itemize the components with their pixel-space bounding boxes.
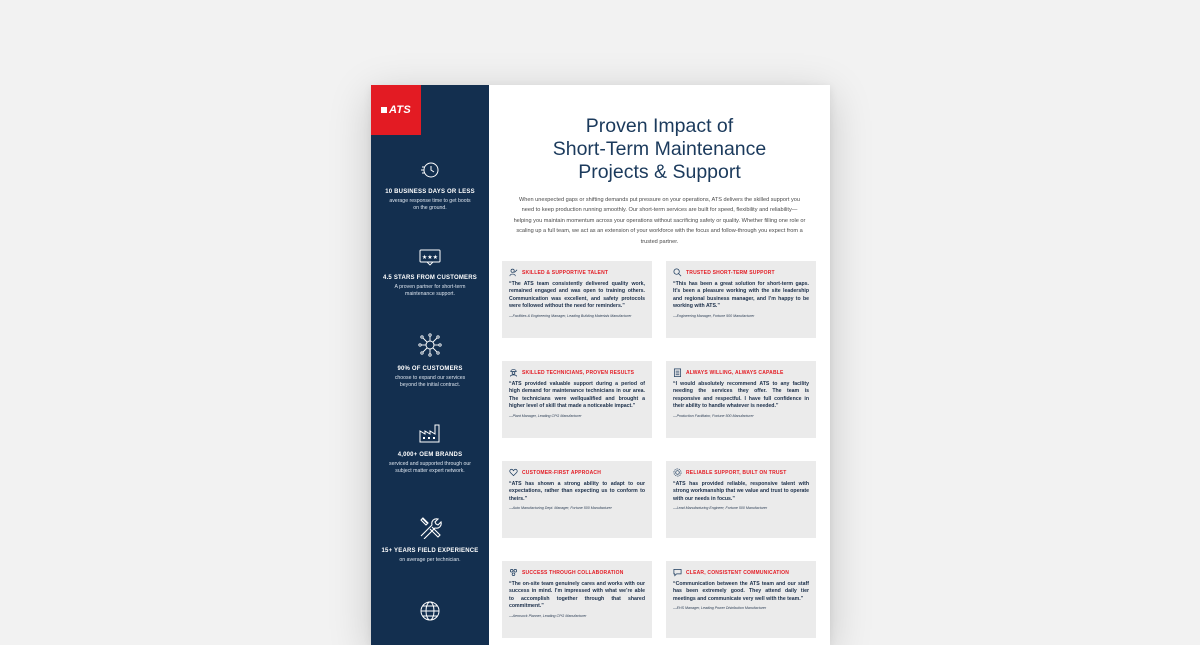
stat-customers [371, 333, 489, 388]
logo-text: ATS [388, 104, 412, 116]
fast-clock-icon [420, 160, 440, 180]
testimonial-card [502, 461, 652, 538]
stat-response-time [371, 160, 489, 211]
card-quote: “Communication between the ATS team and our staff has been extremely good. They attend daily tier meetings and communicate very well with the team.” [673, 581, 809, 602]
logo-mark-icon [381, 107, 387, 113]
network-expand-icon [418, 333, 442, 357]
card-attribution: —Facilities & Engineering Manager, Leading Building Materials Manufacturer [509, 313, 632, 318]
title-line: Projects & Support [578, 161, 741, 183]
stat-title: 10 BUSINESS DAYS OR LESS [385, 189, 475, 195]
title-line: Proven Impact of [585, 115, 734, 137]
testimonial-card [666, 461, 816, 538]
card-title: SUCCESS THROUGH COLLABORATION [522, 569, 624, 576]
sidebar [371, 85, 489, 645]
collaboration-icon [509, 568, 518, 577]
svg-text:★★★: ★★★ [421, 254, 439, 261]
heart-icon [509, 468, 518, 477]
card-quote: “ATS has provided reliable, responsive talent with strong workmanship that we value and trust to operate with our needs in focus.” [673, 481, 809, 502]
card-quote: “The on-site team genuinely cares and works with our success in mind. I’m impressed with what we’re able to accomplish together through that shared commitment.” [509, 581, 645, 610]
stat-desc: choose to expand our services beyond the initial contract. [394, 375, 466, 388]
testimonial-card [502, 361, 652, 438]
card-attribution: —Production Facilitator, Fortune 500 Manufacturer [673, 413, 754, 418]
card-attribution: —Engineering Manager, Fortune 500 Manufacturer [673, 313, 755, 318]
card-title: CLEAR, CONSISTENT COMMUNICATION [686, 569, 790, 576]
card-title: CUSTOMER-FIRST APPROACH [522, 469, 602, 476]
card-attribution: —Aerosock Planner, Leading CPG Manufacturer [509, 613, 587, 618]
card-title: TRUSTED SHORT-TERM SUPPORT [686, 269, 775, 276]
stat-global [371, 600, 489, 630]
stat-title: 90% OF CUSTOMERS [397, 366, 463, 372]
checklist-icon [673, 368, 682, 377]
stat-desc: A proven partner for short-term maintenance support. [394, 284, 466, 297]
card-quote: “I would absolutely recommend ATS to any facility needing the services they offer. The team is responsive and respectful. I have full confidence in their ability to handle whatever is needed.” [673, 381, 809, 410]
factory-icon [419, 423, 441, 443]
testimonial-card [502, 561, 652, 638]
stat-title: 15+ YEARS FIELD EXPERIENCE [381, 548, 479, 554]
stat-title: 4,000+ OEM BRANDS [397, 452, 463, 458]
stat-desc: average response time to get boots on the ground. [389, 198, 471, 211]
document-sheet [371, 85, 830, 645]
stat-desc: serviced and supported through our subject matter expert network. [389, 461, 471, 474]
card-title: RELIABLE SUPPORT, BUILT ON TRUST [686, 469, 787, 476]
card-attribution: —Auto Manufacturing Dept. Manager, Fortune 500 Manufacturer [509, 506, 612, 511]
card-quote: “This has been a great solution for short-term gaps. It’s been a pleasure working with the site leadership and regional business manager, and I’m happy to be working with ATS.” [673, 281, 809, 310]
card-attribution: —Lead Manufacturing Engineer, Fortune 500 Manufacturer [673, 506, 768, 511]
gear-icon [673, 468, 682, 477]
testimonial-card [666, 361, 816, 438]
globe-icon [419, 600, 441, 622]
card-attribution: —Plant Manager, Leading CPG Manufacturer [509, 413, 582, 418]
tools-icon [418, 515, 442, 539]
main-content [489, 85, 830, 645]
stars-rating-icon [419, 248, 441, 266]
title-line: Short-Term Maintenance [552, 138, 767, 160]
testimonial-card [666, 561, 816, 638]
chat-icon [673, 568, 682, 577]
card-quote: “The ATS team consistently delivered quality work, remained engaged and was open to training others. Communication was excellent, and safety protocols were followed without the need for reminders.” [509, 281, 645, 310]
card-quote: “ATS provided valuable support during a period of high demand for maintenance technicians in our area. The technicians were wellqualified and brought a higher level of skill that made a noticeable impact.” [509, 381, 645, 410]
page-title [489, 115, 830, 184]
stat-title: 4.5 STARS FROM CUSTOMERS [383, 275, 477, 281]
intro-paragraph: When unexpected gaps or shifting demands put pressure on your operations, ATS delivers the skilled support you need to keep production running smoothly. Our short-term services are built for speed, flexibility and reliability—helping you maintain momentum across your operations without sacrificing safety or quality. Whether filling one role or scaling up a full team, we act as an extension of your workforce with the focus and follow-through you expect from a trusted partner. [513, 197, 806, 245]
card-title: SKILLED & SUPPORTIVE TALENT [522, 269, 609, 276]
technician-icon [509, 368, 518, 377]
search-icon [673, 268, 682, 277]
worker-icon [509, 268, 518, 277]
stat-experience [371, 515, 489, 564]
stat-desc: on average per technician. [399, 557, 461, 563]
card-title: SKILLED TECHNICIANS, PROVEN RESULTS [522, 369, 635, 376]
testimonial-card [502, 261, 652, 338]
ats-logo [371, 85, 421, 135]
stat-oem [371, 423, 489, 474]
card-attribution: —EHS Manager, Leading Power Distribution Manufacturer [673, 606, 767, 611]
stat-stars [371, 248, 489, 297]
testimonial-card [666, 261, 816, 338]
card-title: ALWAYS WILLING, ALWAYS CAPABLE [686, 369, 784, 376]
card-quote: “ATS has shown a strong ability to adapt to our expectations, rather than expecting us to conform to theirs.” [509, 481, 645, 502]
